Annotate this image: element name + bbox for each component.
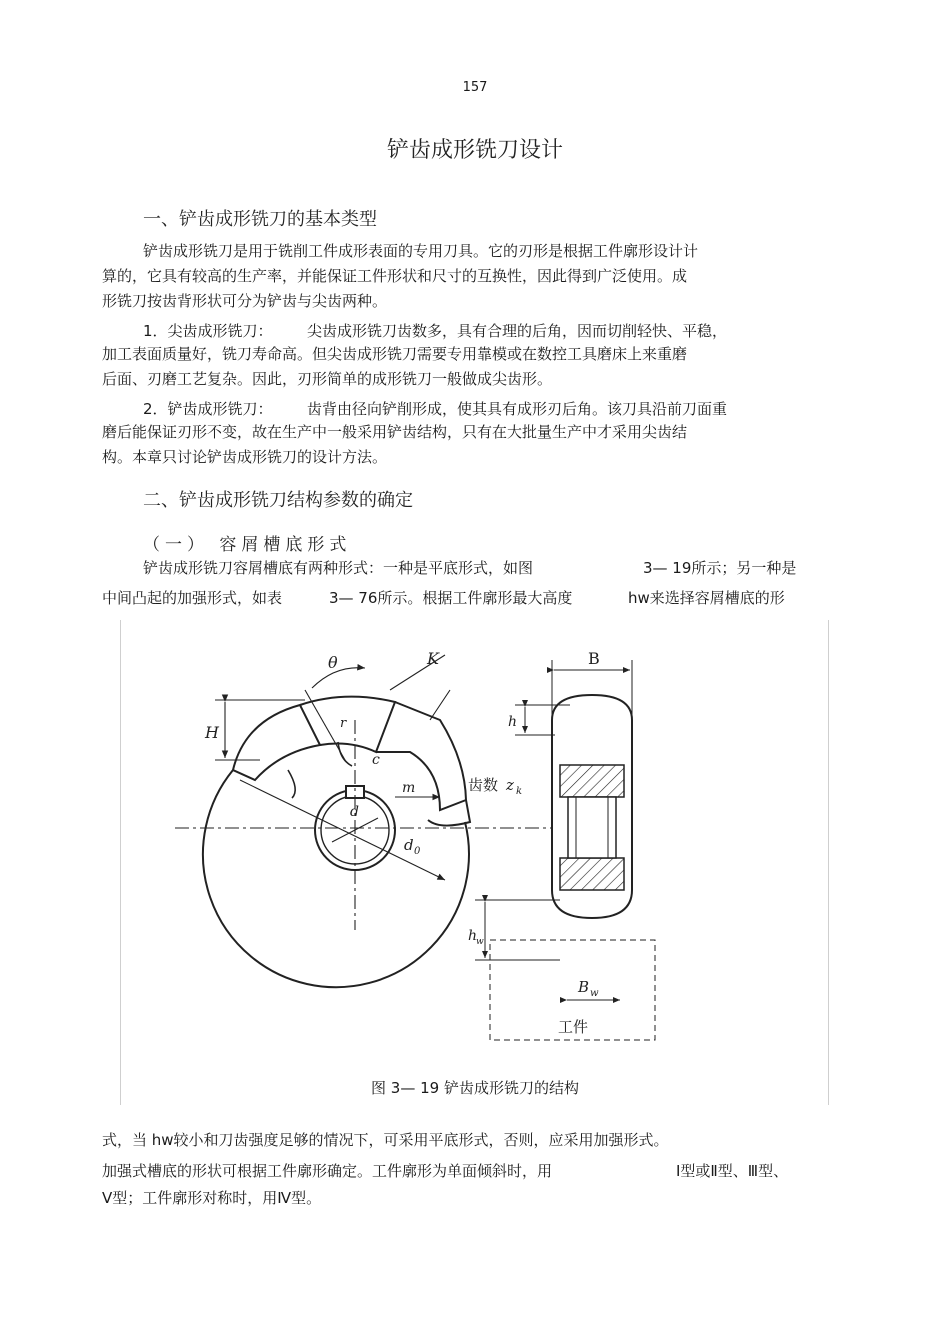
label-workpiece: 工件	[558, 1018, 589, 1036]
paragraph-line: Ⅰ型或Ⅱ型、Ⅲ型、	[676, 1162, 789, 1180]
paragraph-line: 构。本章只讨论铲齿成形铣刀的设计方法。	[102, 448, 388, 466]
paragraph-line: 3— 19所示；另一种是	[643, 559, 797, 577]
label-zk-sub: k	[516, 786, 523, 797]
paragraph-line: 3— 76所示。根据工件廓形最大高度	[329, 589, 573, 607]
paragraph-line: 算的，它具有较高的生产率，并能保证工件形状和尺寸的互换性，因此得到广泛使用。成	[102, 267, 688, 285]
section-heading-parameters: 二、铲齿成形铣刀结构参数的确定	[143, 490, 413, 511]
item-label: 1．尖齿成形铣刀：	[143, 322, 273, 340]
paragraph-line: 齿背由径向铲削形成，使其具有成形刃后角。该刀具沿前刀面重	[307, 400, 728, 418]
paragraph-line: hw来选择容屑槽底的形	[628, 589, 785, 607]
label-Bw: B	[578, 978, 590, 996]
cutter-front-view	[475, 660, 655, 1040]
label-theta: θ	[328, 653, 338, 672]
label-hw-sub: w	[476, 937, 484, 947]
paragraph-line: 尖齿成形铣刀齿数多，具有合理的后角，因而切削轻快、平稳，	[307, 322, 728, 340]
label-hw: h	[468, 928, 478, 944]
label-teeth: 齿数	[468, 776, 499, 794]
label-H: H	[205, 723, 219, 742]
label-c: c	[372, 752, 380, 768]
paragraph-line: 磨后能保证刃形不变，故在生产中一般采用铲齿结构，只有在大批量生产中才采用尖齿结	[102, 423, 688, 441]
paragraph-line: Ⅴ型；工件廓形对称时，用Ⅳ型。	[102, 1189, 322, 1207]
paragraph-line: 后面、刃磨工艺复杂。因此，刃形简单的成形铣刀一般做成尖齿形。	[102, 370, 553, 388]
paragraph-line: 加工表面质量好，铣刀寿命高。但尖齿成形铣刀需要专用靠模或在数控工具磨床上来重磨	[102, 345, 688, 363]
label-zk: z	[506, 776, 514, 794]
page-title: 铲齿成形铣刀设计	[386, 138, 563, 163]
paragraph-line: 铲齿成形铣刀是用于铣削工件成形表面的专用刀具。它的刃形是根据工件廓形设计计	[143, 242, 699, 260]
paragraph-line: 铲齿成形铣刀容屑槽底有两种形式：一种是平底形式，如图	[143, 559, 534, 577]
page-number: 157	[462, 80, 488, 95]
section-heading-basic-types: 一、铲齿成形铣刀的基本类型	[143, 209, 377, 230]
label-d0: d	[404, 836, 414, 854]
item-label: 2．铲齿成形铣刀：	[143, 400, 273, 418]
label-d0-sub: 0	[414, 846, 421, 857]
cutter-structure-diagram	[175, 635, 735, 1075]
label-B: B	[588, 649, 600, 668]
paragraph-line: 加强式槽底的形状可根据工件廓形确定。工件廓形为单面倾斜时，用	[102, 1162, 553, 1180]
label-r: r	[340, 716, 347, 731]
subsection-heading: （一） 容屑槽底形式	[143, 535, 352, 555]
label-Bw-sub: w	[590, 988, 599, 999]
label-K: K	[427, 649, 439, 668]
label-m: m	[402, 780, 416, 796]
paragraph-line: 式，当 hw较小和刀齿强度足够的情况下，可采用平底形式，否则，应采用加强形式。	[102, 1131, 669, 1149]
cutter-side-view	[203, 697, 470, 988]
figure-caption: 图 3— 19 铲齿成形铣刀的结构	[371, 1079, 579, 1097]
paragraph-line: 中间凸起的加强形式，如表	[102, 589, 283, 607]
label-h: h	[508, 714, 518, 730]
paragraph-line: 形铣刀按齿背形状可分为铲齿与尖齿两种。	[102, 292, 388, 310]
label-d: d	[350, 804, 359, 820]
